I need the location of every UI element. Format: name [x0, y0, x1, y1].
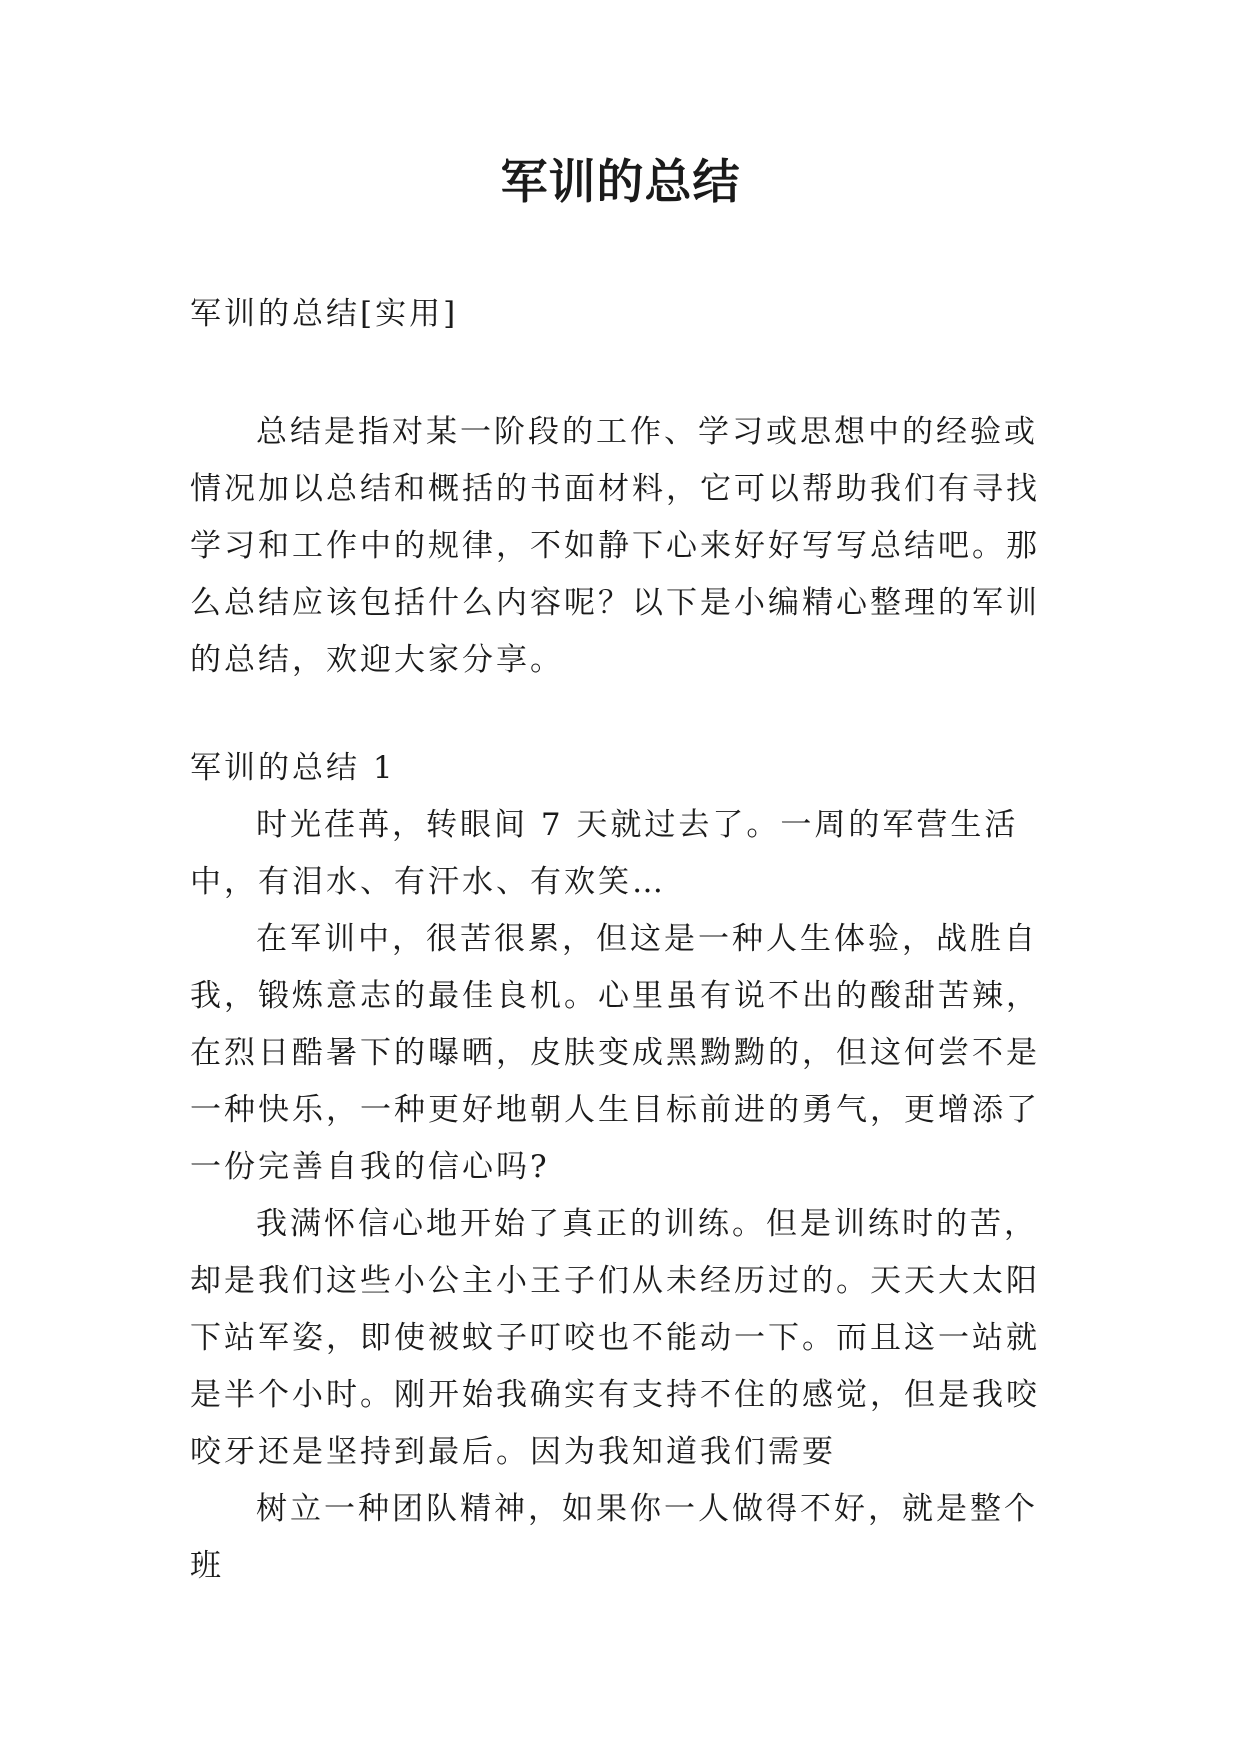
body-paragraph: 时光荏苒，转眼间 7 天就过去了。一周的军营生活中，有泪水、有汗水、有欢笑… [190, 807, 1019, 900]
section-heading: 军训的总结 1 [190, 750, 396, 786]
intro-paragraph: 总结是指对某一阶段的工作、学习或思想中的经验或情况加以总结和概括的书面材料，它可以帮助我们有寻找学习和工作中的规律，不如静下心来好好写写总结吧。那么总结应该包括什么内容呢？以下是小编精心整理的军训的总结，欢迎大家分享。 [190, 414, 1040, 678]
body-paragraph: 我满怀信心地开始了真正的训练。但是训练时的苦，却是我们这些小公主小王子们从未经历过的。天天大太阳下站军姿，即使被蚊子叮咬也不能动一下。而且这一站就是半个小时。刚开始我确实有支持不住的感觉，但是我咬咬牙还是坚持到最后。因为我知道我们需要 [190, 1206, 1040, 1470]
body-paragraph: 在军训中，很苦很累，但这是一种人生体验，战胜自我，锻炼意志的最佳良机。心里虽有说不出的酸甜苦辣，在烈日酷暑下的曝晒，皮肤变成黑黝黝的，但这何尝不是一种快乐，一种更好地朝人生目标前进的勇气，更增添了一份完善自我的信心吗? [190, 921, 1040, 1185]
document-subtitle: 军训的总结[实用] [190, 296, 459, 332]
intro-section [190, 404, 1060, 689]
body-paragraph: 树立一种团队精神，如果你一人做得不好，就是整个班 [190, 1491, 1038, 1584]
section-1 [190, 740, 1060, 1595]
page-title: 军训的总结 [500, 155, 741, 210]
